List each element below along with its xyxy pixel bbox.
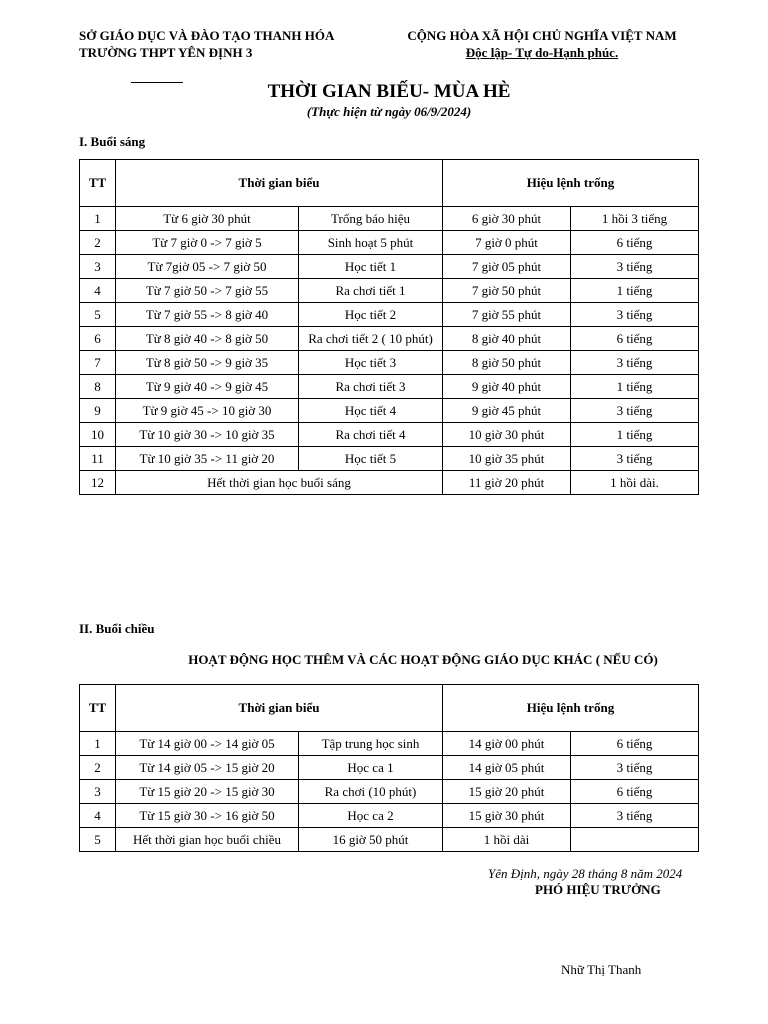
effective-date-note: (Thực hiện từ ngày 06/9/2024) — [306, 104, 472, 119]
row-number: 12 — [80, 471, 116, 495]
afternoon-schedule-table — [79, 684, 699, 852]
activity: Ra chơi tiết 3 — [299, 375, 443, 399]
drum-time: 14 giờ 00 phút — [443, 732, 571, 756]
drum-time: 7 giờ 50 phút — [443, 279, 571, 303]
afternoon-heading: II. Buổi chiều — [79, 621, 155, 636]
drum-signal: 3 tiếng — [571, 399, 699, 423]
time-range: Từ 6 giờ 30 phút — [116, 207, 299, 231]
drum-time: 9 giờ 45 phút — [443, 399, 571, 423]
activity: Học tiết 4 — [299, 399, 443, 423]
drum-signal: 1 tiếng — [571, 423, 699, 447]
row-number: 1 — [80, 732, 116, 756]
afternoon-subheading: HOẠT ĐỘNG HỌC THÊM VÀ CÁC HOẠT ĐỘNG GIÁO DỤC KHÁC ( NẾU CÓ) — [188, 652, 658, 667]
row-number: 11 — [80, 447, 116, 471]
row-number: 4 — [80, 804, 116, 828]
time-range: Từ 9 giờ 40 -> 9 giờ 45 — [116, 375, 299, 399]
time-range: Từ 7 giờ 55 -> 8 giờ 40 — [116, 303, 299, 327]
drum-time: 10 giờ 30 phút — [443, 423, 571, 447]
time-range: Từ 9 giờ 45 -> 10 giờ 30 — [116, 399, 299, 423]
morning-heading: I. Buổi sáng — [79, 134, 146, 149]
time-range: Từ 15 giờ 20 -> 15 giờ 30 — [116, 780, 299, 804]
drum-time: 8 giờ 50 phút — [443, 351, 571, 375]
time-range: Từ 8 giờ 40 -> 8 giờ 50 — [116, 327, 299, 351]
drum-signal: 3 tiếng — [571, 303, 699, 327]
activity: Trống báo hiệu — [299, 207, 443, 231]
drum-signal: 6 tiếng — [571, 231, 699, 255]
activity: 16 giờ 50 phút — [299, 828, 443, 852]
activity: Ra chơi tiết 1 — [299, 279, 443, 303]
drum-signal: 1 hồi dài. — [571, 471, 699, 495]
agency-header — [79, 27, 334, 61]
drum-signal: 1 tiếng — [571, 279, 699, 303]
drum-signal: 3 tiếng — [571, 351, 699, 375]
drum-time: 1 hồi dài — [443, 828, 571, 852]
time-range: Từ 8 giờ 50 -> 9 giờ 35 — [116, 351, 299, 375]
activity: Học tiết 1 — [299, 255, 443, 279]
table-row — [80, 780, 699, 804]
school-name: TRƯỜNG THPT YÊN ĐỊNH 3 — [79, 45, 253, 60]
drum-signal: 6 tiếng — [571, 327, 699, 351]
drum-time: 7 giờ 0 phút — [443, 231, 571, 255]
drum-time: 11 giờ 20 phút — [443, 471, 571, 495]
end-of-session: Hết thời gian học buổi sáng — [116, 471, 443, 495]
drum-signal: 3 tiếng — [571, 804, 699, 828]
row-number: 8 — [80, 375, 116, 399]
time-range: Từ 15 giờ 30 -> 16 giờ 50 — [116, 804, 299, 828]
department-name: SỞ GIÁO DỤC VÀ ĐÀO TẠO THANH HÓA — [79, 28, 335, 43]
morning-schedule-table — [79, 159, 699, 495]
drum-time: 8 giờ 40 phút — [443, 327, 571, 351]
drum-time: 9 giờ 40 phút — [443, 375, 571, 399]
row-number: 10 — [80, 423, 116, 447]
table-header-row — [80, 160, 699, 207]
drum-signal: 3 tiếng — [571, 756, 699, 780]
table-row — [80, 327, 699, 351]
table-row — [80, 303, 699, 327]
table-row — [80, 732, 699, 756]
row-number: 5 — [80, 303, 116, 327]
row-number: 9 — [80, 399, 116, 423]
activity: Ra chơi tiết 4 — [299, 423, 443, 447]
time-range: Từ 7 giờ 0 -> 7 giờ 5 — [116, 231, 299, 255]
drum-signal — [571, 828, 699, 852]
activity: Học tiết 5 — [299, 447, 443, 471]
table-row — [80, 423, 699, 447]
column-header-drum: Hiệu lệnh trống — [443, 685, 699, 732]
table-row — [80, 375, 699, 399]
table-row — [80, 447, 699, 471]
drum-time: 7 giờ 55 phút — [443, 303, 571, 327]
table-row — [80, 828, 699, 852]
column-header-schedule: Thời gian biểu — [116, 160, 443, 207]
activity: Ra chơi tiết 2 ( 10 phút) — [299, 327, 443, 351]
table-row — [80, 279, 699, 303]
drum-signal: 3 tiếng — [571, 447, 699, 471]
time-range: Từ 7 giờ 50 -> 7 giờ 55 — [116, 279, 299, 303]
drum-signal: 3 tiếng — [571, 255, 699, 279]
table-row — [80, 804, 699, 828]
table-row — [80, 351, 699, 375]
row-number: 1 — [80, 207, 116, 231]
column-header-tt: TT — [80, 160, 116, 207]
table-row — [80, 231, 699, 255]
row-number: 2 — [80, 756, 116, 780]
activity: Học tiết 2 — [299, 303, 443, 327]
drum-signal: 1 tiếng — [571, 375, 699, 399]
drum-time: 14 giờ 05 phút — [443, 756, 571, 780]
country-name: CỘNG HÒA XÃ HỘI CHỦ NGHĨA VIỆT NAM — [407, 28, 677, 43]
row-number: 3 — [80, 780, 116, 804]
signing-date: Yên Định, ngày 28 tháng 8 năm 2024 — [488, 866, 683, 881]
time-range: Hết thời gian học buổi chiều — [116, 828, 299, 852]
drum-signal: 6 tiếng — [571, 732, 699, 756]
time-range: Từ 10 giờ 30 -> 10 giờ 35 — [116, 423, 299, 447]
activity: Sinh hoạt 5 phút — [299, 231, 443, 255]
signer-title: PHÓ HIỆU TRƯỞNG — [535, 882, 661, 897]
drum-time: 10 giờ 35 phút — [443, 447, 571, 471]
row-number: 7 — [80, 351, 116, 375]
page-title: THỜI GIAN BIẾU- MÙA HÈ — [267, 81, 511, 102]
table-row — [80, 399, 699, 423]
column-header-tt: TT — [80, 685, 116, 732]
row-number: 6 — [80, 327, 116, 351]
national-motto: Độc lập- Tự do-Hạnh phúc. — [465, 45, 619, 60]
table-row — [80, 255, 699, 279]
drum-time: 7 giờ 05 phút — [443, 255, 571, 279]
activity: Học ca 2 — [299, 804, 443, 828]
row-number: 4 — [80, 279, 116, 303]
time-range: Từ 14 giờ 00 -> 14 giờ 05 — [116, 732, 299, 756]
table-row — [80, 471, 699, 495]
time-range: Từ 7giờ 05 -> 7 giờ 50 — [116, 255, 299, 279]
row-number: 3 — [80, 255, 116, 279]
column-header-drum: Hiệu lệnh trống — [443, 160, 699, 207]
time-range: Từ 14 giờ 05 -> 15 giờ 20 — [116, 756, 299, 780]
time-range: Từ 10 giờ 35 -> 11 giờ 20 — [116, 447, 299, 471]
table-row — [80, 207, 699, 231]
drum-time: 15 giờ 30 phút — [443, 804, 571, 828]
drum-time: 15 giờ 20 phút — [443, 780, 571, 804]
row-number: 5 — [80, 828, 116, 852]
drum-signal: 1 hồi 3 tiếng — [571, 207, 699, 231]
row-number: 2 — [80, 231, 116, 255]
activity: Học ca 1 — [299, 756, 443, 780]
drum-time: 6 giờ 30 phút — [443, 207, 571, 231]
column-header-schedule: Thời gian biểu — [116, 685, 443, 732]
activity: Học tiết 3 — [299, 351, 443, 375]
drum-signal: 6 tiếng — [571, 780, 699, 804]
signer-name: Nhữ Thị Thanh — [561, 962, 642, 977]
activity: Ra chơi (10 phút) — [299, 780, 443, 804]
table-row — [80, 756, 699, 780]
activity: Tập trung học sinh — [299, 732, 443, 756]
table-header-row — [80, 685, 699, 732]
national-header — [398, 27, 686, 61]
